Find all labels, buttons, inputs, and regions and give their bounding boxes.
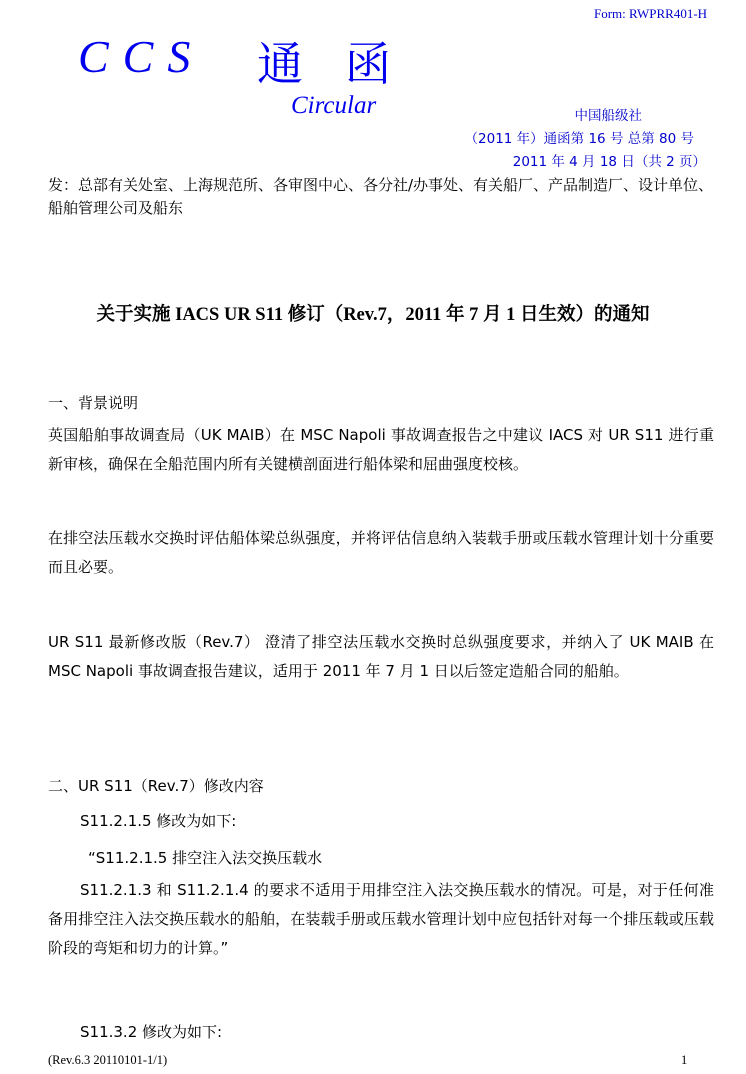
form-id: Form: RWPRR401-H: [594, 6, 708, 21]
issuing-org: 中国船级社: [574, 108, 642, 124]
circular-number: （2011 年）通函第 16 号 总第 80 号: [464, 131, 694, 147]
page-number: 1: [681, 1053, 688, 1067]
section-1-paragraph-1: 英国船舶事故调查局（UK MAIB）在 MSC Napoli 事故调查报告之中建议 IACS 对 UR S11 进行重新审核，确保在全船范围内所有关键横剖面进行船体梁和屈曲强度校核。: [48, 426, 714, 473]
section-2-item-1: S11.2.1.5 修改为如下:: [80, 812, 237, 830]
section-1-paragraph-3: UR S11 最新修改版（Rev.7） 澄清了排空法压载水交换时总纵强度要求，并纳入了 UK MAIB 在 MSC Napoli 事故调查报告建议，适用于 2011 年 7 月 1 日以后签定造船合同的船舶。: [48, 633, 714, 680]
section-2-item-2: S11.3.2 修改为如下:: [80, 1023, 223, 1041]
section-1-heading: 一、背景说明: [48, 394, 139, 412]
circular-label: Circular: [291, 92, 377, 119]
section-2-quote-title: “S11.2.1.5 排空注入法交换压载水: [88, 849, 323, 867]
section-2-heading: 二、UR S11（Rev.7）修改内容: [48, 777, 264, 795]
circular-date: 2011 年 4 月 18 日（共 2 页）: [512, 154, 706, 170]
section-2-quote-body: S11.2.1.3 和 S11.2.1.4 的要求不适用于用排空注入法交换压载水的情况。可是，对于任何准备用排空注入法交换压载水的船舶，在装载手册或压载水管理计划中应包括针对每一个排压载或压载阶段的弯矩和切力的计算。”: [48, 881, 714, 957]
revision-footer: (Rev.6.3 20110101-1/1): [48, 1053, 168, 1067]
circular-cn-title: 通函: [257, 37, 433, 91]
section-1-paragraph-2: 在排空法压载水交换时评估船体梁总纵强度，并将评估信息纳入装载手册或压载水管理计划十分重要而且必要。: [48, 529, 714, 576]
document-title: 关于实施 IACS UR S11 修订（Rev.7，2011 年 7 月 1 日生效）的通知: [96, 305, 650, 325]
ccs-logo: CCS: [78, 31, 205, 82]
recipients: 发：总部有关处室、上海规范所、各审图中心、各分社/办事处、有关船厂、产品制造厂、设计单位、船舶管理公司及船东: [48, 176, 714, 217]
